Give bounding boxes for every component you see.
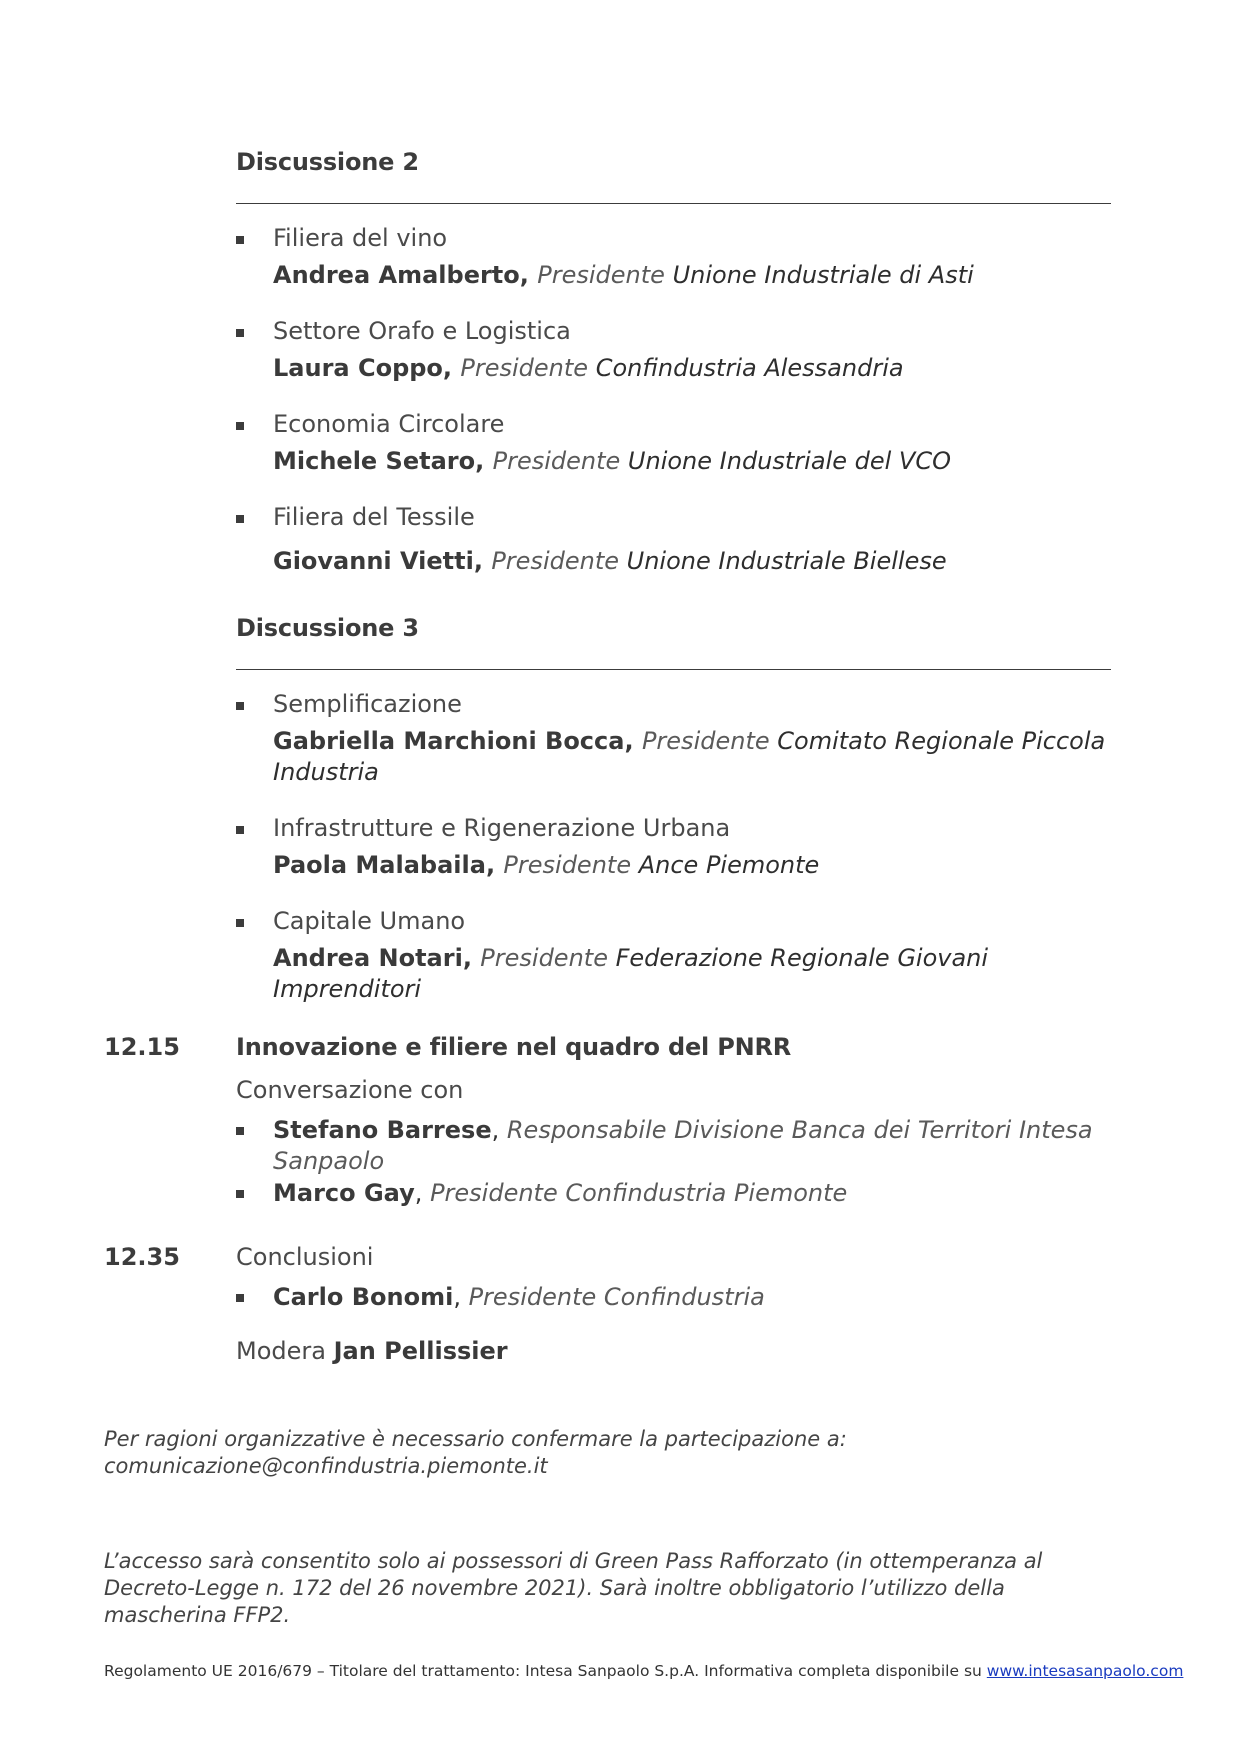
bullet-icon: [236, 329, 244, 337]
speaker-org: Unione Industriale di Asti: [672, 261, 974, 289]
speaker-line: Gabriella Marchioni Bocca, Presidente Comitato Regionale Piccola Industria: [273, 727, 1106, 786]
speaker-name: Andrea Notari: [273, 944, 463, 972]
speaker-org: Unione Industriale Biellese: [626, 547, 947, 575]
speaker-name: Giovanni Vietti: [273, 547, 474, 575]
access-note: L’accesso sarà consentito solo ai possessori di Green Pass Rafforzato (in ottemperanza al Decreto-Legge n. 172 del 26 novembre 2021). Sarà inoltre obbligatorio l’utilizzo della mascherina FFP2.: [104, 1549, 1043, 1627]
topic-label: Economia Circolare: [273, 410, 505, 438]
bullet-icon: [236, 702, 244, 710]
speaker-line: Giovanni Vietti, Presidente Unione Industriale Biellese: [273, 547, 947, 575]
moderator-name: Jan Pellissier: [333, 1337, 508, 1365]
speaker-name: Stefano Barrese: [273, 1116, 492, 1144]
privacy-footer: [104, 1662, 1183, 1680]
speaker-org: Ance Piemonte: [638, 851, 820, 879]
session-title: Conclusioni: [236, 1243, 374, 1271]
speaker-name: Andrea Amalberto: [273, 261, 520, 289]
section-divider: [236, 669, 1111, 670]
bullet-icon: [236, 236, 244, 244]
speaker-line: Paola Malabaila, Presidente Ance Piemonte: [273, 851, 820, 879]
bullet-icon: [236, 1127, 244, 1135]
moderator-label: Modera: [236, 1337, 326, 1365]
topic-label: Semplificazione: [273, 690, 462, 718]
session-time: 12.35: [104, 1243, 180, 1271]
topic-label: Filiera del Tessile: [273, 503, 475, 531]
topic-label: Filiera del vino: [273, 224, 448, 252]
topic-label: Capitale Umano: [273, 907, 466, 935]
speaker-role: Presidente: [480, 944, 608, 972]
speaker-role: Presidente: [492, 447, 621, 475]
speaker-name: Gabriella Marchioni Bocca: [273, 727, 625, 755]
speaker-name: Marco Gay: [273, 1179, 415, 1207]
speaker-role: Presidente: [503, 851, 632, 879]
bullet-icon: [236, 919, 244, 927]
speaker-line: Marco Gay, Presidente Confindustria Piemonte: [273, 1179, 848, 1207]
speaker-name: Laura Coppo: [273, 354, 443, 382]
speaker-role: Presidente Confindustria Piemonte: [430, 1179, 848, 1207]
speaker-name: Michele Setaro: [273, 447, 476, 475]
speaker-line: Stefano Barrese, Responsabile Divisione Banca dei Territori Intesa Sanpaolo: [273, 1116, 1093, 1175]
bullet-icon: [236, 1190, 244, 1198]
topic-label: Infrastrutture e Rigenerazione Urbana: [273, 814, 731, 842]
speaker-line: Andrea Notari, Presidente Federazione Regionale Giovani Imprenditori: [273, 944, 989, 1003]
footer-text: Regolamento UE 2016/679 – Titolare del trattamento: Intesa Sanpaolo S.p.A. Informativa completa disponibile su: [104, 1662, 982, 1680]
speaker-org: Federazione Regionale Giovani Imprenditori: [273, 944, 989, 1003]
discussione-2-heading: Discussione 2: [236, 148, 419, 176]
speaker-org: Comitato Regionale Piccola Industria: [273, 727, 1106, 786]
speaker-line: Michele Setaro, Presidente Unione Industriale del VCO: [273, 447, 951, 475]
rsvp-note: Per ragioni organizzative è necessario confermare la partecipazione a: comunicazione@confindustria.piemonte.it: [104, 1427, 847, 1478]
session-subtitle: Conversazione con: [236, 1076, 464, 1104]
session-title: Innovazione e filiere nel quadro del PNRR: [236, 1033, 792, 1061]
speaker-role: Presidente Confindustria: [468, 1283, 765, 1311]
speaker-org: Unione Industriale del VCO: [627, 447, 951, 475]
bullet-icon: [236, 422, 244, 430]
bullet-icon: [236, 1294, 244, 1302]
speaker-role: Presidente: [537, 261, 665, 289]
speaker-line: Carlo Bonomi, Presidente Confindustria: [273, 1283, 765, 1311]
bullet-icon: [236, 826, 244, 834]
speaker-name: Paola Malabaila: [273, 851, 486, 879]
speaker-line: Andrea Amalberto, Presidente Unione Industriale di Asti: [273, 261, 974, 289]
session-time: 12.15: [104, 1033, 180, 1061]
speaker-role: Presidente: [641, 727, 770, 755]
footer-link[interactable]: www.intesasanpaolo.com: [986, 1662, 1184, 1680]
bullet-icon: [236, 515, 244, 523]
topic-label: Settore Orafo e Logistica: [273, 317, 571, 345]
speaker-role: Presidente: [460, 354, 589, 382]
speaker-org: Confindustria Alessandria: [595, 354, 904, 382]
moderator-line: [236, 1337, 508, 1365]
section-divider: [236, 203, 1111, 204]
speaker-name: Carlo Bonomi: [273, 1283, 454, 1311]
discussione-3-heading: Discussione 3: [236, 614, 419, 642]
speaker-role: Presidente: [491, 547, 619, 575]
speaker-role: Responsabile Divisione Banca dei Territori Intesa Sanpaolo: [273, 1116, 1093, 1175]
speaker-line: Laura Coppo, Presidente Confindustria Alessandria: [273, 354, 904, 382]
